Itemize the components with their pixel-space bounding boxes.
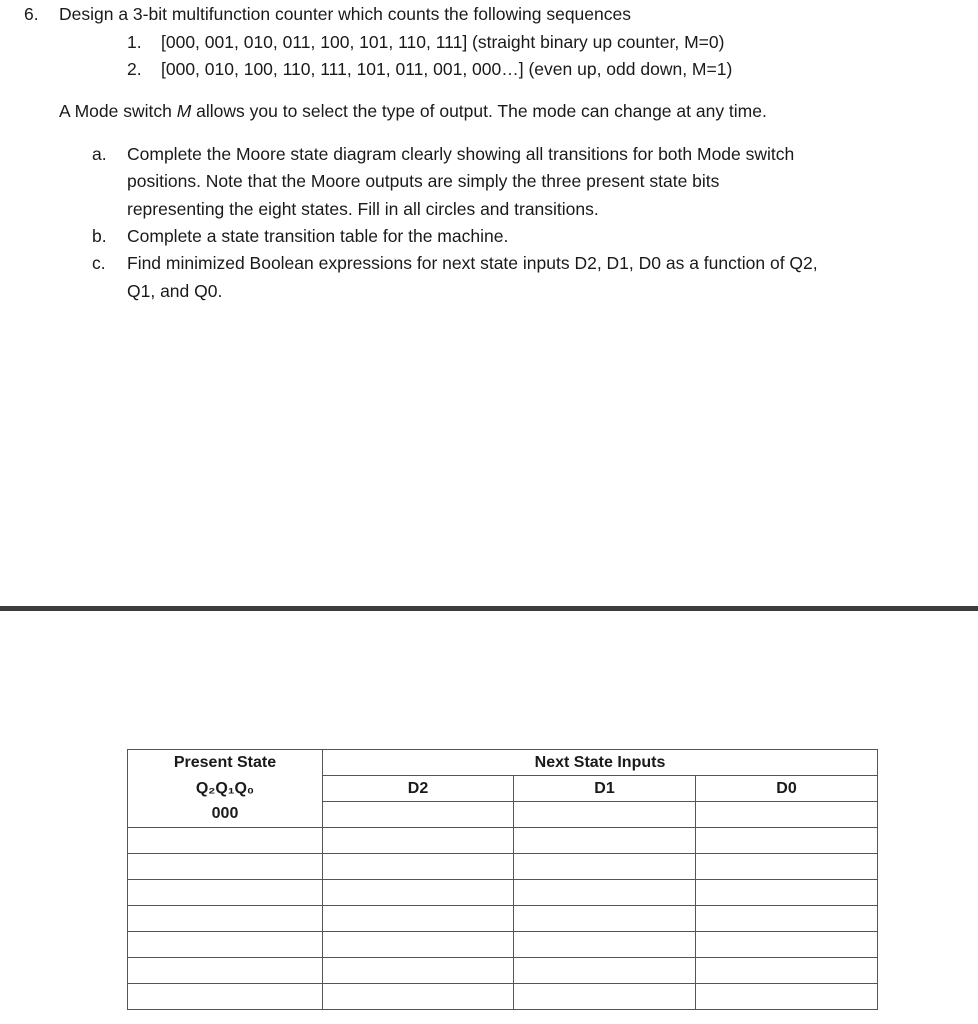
table-row <box>128 828 878 854</box>
part-c-label: c. <box>92 253 106 273</box>
table-row <box>128 958 878 984</box>
row-0-d1[interactable] <box>514 802 696 828</box>
row-5-present[interactable] <box>128 932 323 958</box>
row-1-d1[interactable] <box>514 828 696 854</box>
table-row <box>128 880 878 906</box>
table-row <box>128 854 878 880</box>
row-1-present[interactable] <box>128 828 323 854</box>
sequence-1-number: 1. <box>127 32 142 52</box>
state-transition-table <box>127 749 878 1010</box>
row-3-d2[interactable] <box>323 880 514 906</box>
mode-prefix: A Mode switch <box>59 101 177 121</box>
row-0-present: 000 <box>128 802 323 828</box>
part-a-line-2: positions. Note that the Moore outputs are simply the three present state bits <box>127 171 720 191</box>
table-row <box>128 932 878 958</box>
row-2-present[interactable] <box>128 854 323 880</box>
row-4-d2[interactable] <box>323 906 514 932</box>
row-5-d1[interactable] <box>514 932 696 958</box>
row-7-present[interactable] <box>128 984 323 1010</box>
part-a-line-1: Complete the Moore state diagram clearly showing all transitions for both Mode switch <box>127 144 795 164</box>
row-7-d2[interactable] <box>323 984 514 1010</box>
problem-title: Design a 3-bit multifunction counter which counts the following sequences <box>59 4 631 24</box>
present-bits-header: Q₂Q₁Q₀ <box>128 776 323 802</box>
table-row <box>128 984 878 1010</box>
row-3-present[interactable] <box>128 880 323 906</box>
row-3-d0[interactable] <box>696 880 878 906</box>
row-4-d0[interactable] <box>696 906 878 932</box>
sequence-2-number: 2. <box>127 59 142 79</box>
part-c-line-2: Q1, and Q0. <box>127 281 223 301</box>
sequence-2-text: [000, 010, 100, 110, 111, 101, 011, 001, 000…] (even up, odd down, M=1) <box>161 59 733 79</box>
mode-suffix: allows you to select the type of output. The mode can change at any time. <box>191 101 767 121</box>
row-6-present[interactable] <box>128 958 323 984</box>
row-5-d2[interactable] <box>323 932 514 958</box>
section-divider <box>0 606 978 611</box>
present-state-header: Present State <box>128 750 323 776</box>
mode-variable: M <box>176 101 192 121</box>
row-2-d0[interactable] <box>696 854 878 880</box>
d1-header: D1 <box>514 776 696 802</box>
row-0-d2[interactable] <box>323 802 514 828</box>
part-c-line-1: Find minimized Boolean expressions for next state inputs D2, D1, D0 as a function of Q2, <box>127 253 818 273</box>
row-4-d1[interactable] <box>514 906 696 932</box>
table-row <box>128 906 878 932</box>
row-0-d0[interactable] <box>696 802 878 828</box>
row-6-d0[interactable] <box>696 958 878 984</box>
row-1-d2[interactable] <box>323 828 514 854</box>
problem-number: 6. <box>24 4 39 24</box>
row-3-d1[interactable] <box>514 880 696 906</box>
row-6-d1[interactable] <box>514 958 696 984</box>
d2-header: D2 <box>323 776 514 802</box>
part-b-line-1: Complete a state transition table for the machine. <box>127 226 509 246</box>
row-4-present[interactable] <box>128 906 323 932</box>
row-7-d1[interactable] <box>514 984 696 1010</box>
row-5-d0[interactable] <box>696 932 878 958</box>
part-b-label: b. <box>92 226 107 246</box>
sequence-1-text: [000, 001, 010, 011, 100, 101, 110, 111] (straight binary up counter, M=0) <box>161 32 725 52</box>
d0-header: D0 <box>696 776 878 802</box>
row-2-d1[interactable] <box>514 854 696 880</box>
row-7-d0[interactable] <box>696 984 878 1010</box>
row-2-d2[interactable] <box>323 854 514 880</box>
part-a-label: a. <box>92 144 107 164</box>
row-6-d2[interactable] <box>323 958 514 984</box>
row-1-d0[interactable] <box>696 828 878 854</box>
next-state-header: Next State Inputs <box>323 750 878 776</box>
part-a-line-3: representing the eight states. Fill in all circles and transitions. <box>127 199 599 219</box>
mode-description <box>59 100 767 122</box>
